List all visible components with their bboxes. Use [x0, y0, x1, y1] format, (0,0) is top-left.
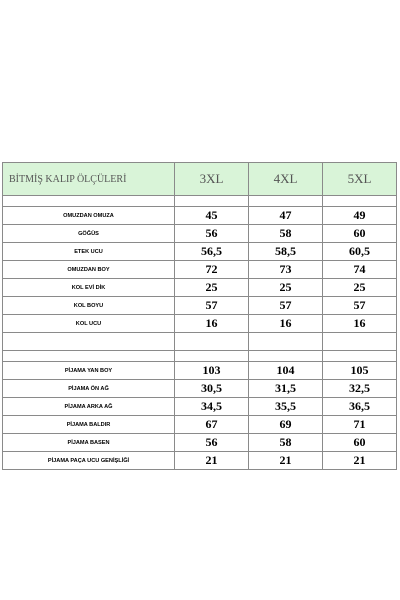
- table-row: [3, 380, 397, 398]
- table-row: [3, 416, 397, 434]
- row-label: OMUZDAN BOY: [3, 261, 175, 279]
- row-label: PİJAMA BASEN: [3, 434, 175, 452]
- table-row: [3, 207, 397, 225]
- row-label: PİJAMA ÖN AĞ: [3, 380, 175, 398]
- table-row: [3, 225, 397, 243]
- row-value-3xl: 21: [175, 452, 249, 470]
- row-value-5xl: 21: [323, 452, 397, 470]
- row-value-3xl: 56: [175, 225, 249, 243]
- row-label: PİJAMA ARKA AĞ: [3, 398, 175, 416]
- row-value-4xl: 35,5: [249, 398, 323, 416]
- row-label: ETEK UCU: [3, 243, 175, 261]
- table-row: [3, 243, 397, 261]
- row-label: PİJAMA YAN BOY: [3, 362, 175, 380]
- row-value-4xl: 58: [249, 434, 323, 452]
- table-row: [3, 362, 397, 380]
- row-value-5xl: 74: [323, 261, 397, 279]
- row-value-4xl: 104: [249, 362, 323, 380]
- row-label: GÖĞÜS: [3, 225, 175, 243]
- row-value-4xl: 25: [249, 279, 323, 297]
- table-row: [3, 398, 397, 416]
- row-value-4xl: 58,5: [249, 243, 323, 261]
- row-value-3xl: 34,5: [175, 398, 249, 416]
- row-value-3xl: 56: [175, 434, 249, 452]
- row-value-4xl: 57: [249, 297, 323, 315]
- row-value-3xl: 67: [175, 416, 249, 434]
- size-chart-table: [2, 162, 397, 470]
- row-value-4xl: 21: [249, 452, 323, 470]
- table-row: [3, 452, 397, 470]
- table-row: [3, 261, 397, 279]
- row-value-5xl: 49: [323, 207, 397, 225]
- header-label: BİTMİŞ KALIP ÖLÇÜLERİ: [3, 163, 175, 196]
- spacer-row: [3, 196, 397, 207]
- header-size-5xl: 5XL: [323, 163, 397, 196]
- table-row: [3, 434, 397, 452]
- row-value-3xl: 72: [175, 261, 249, 279]
- row-value-4xl: 16: [249, 315, 323, 333]
- row-value-3xl: 16: [175, 315, 249, 333]
- row-value-5xl: 71: [323, 416, 397, 434]
- header-size-3xl: 3XL: [175, 163, 249, 196]
- row-label: OMUZDAN OMUZA: [3, 207, 175, 225]
- header-size-4xl: 4XL: [249, 163, 323, 196]
- row-value-5xl: 60: [323, 434, 397, 452]
- row-value-3xl: 57: [175, 297, 249, 315]
- row-label: PİJAMA BALDIR: [3, 416, 175, 434]
- row-label: PİJAMA PAÇA UCU GENİŞLİĞİ: [3, 452, 175, 470]
- row-value-5xl: 60: [323, 225, 397, 243]
- row-value-5xl: 105: [323, 362, 397, 380]
- row-value-3xl: 45: [175, 207, 249, 225]
- row-value-3xl: 30,5: [175, 380, 249, 398]
- blank-row: [3, 333, 397, 351]
- row-value-5xl: 60,5: [323, 243, 397, 261]
- row-value-4xl: 47: [249, 207, 323, 225]
- row-value-3xl: 56,5: [175, 243, 249, 261]
- row-label: KOL EVİ DİK: [3, 279, 175, 297]
- row-value-5xl: 57: [323, 297, 397, 315]
- row-value-5xl: 16: [323, 315, 397, 333]
- row-label: KOL BOYU: [3, 297, 175, 315]
- header-row: [3, 163, 397, 196]
- table-row: [3, 297, 397, 315]
- table-row: [3, 315, 397, 333]
- row-value-5xl: 36,5: [323, 398, 397, 416]
- row-label: KOL UCU: [3, 315, 175, 333]
- row-value-5xl: 25: [323, 279, 397, 297]
- row-value-5xl: 32,5: [323, 380, 397, 398]
- row-value-3xl: 25: [175, 279, 249, 297]
- table-row: [3, 279, 397, 297]
- spacer-row: [3, 351, 397, 362]
- row-value-4xl: 31,5: [249, 380, 323, 398]
- row-value-4xl: 58: [249, 225, 323, 243]
- row-value-3xl: 103: [175, 362, 249, 380]
- row-value-4xl: 69: [249, 416, 323, 434]
- row-value-4xl: 73: [249, 261, 323, 279]
